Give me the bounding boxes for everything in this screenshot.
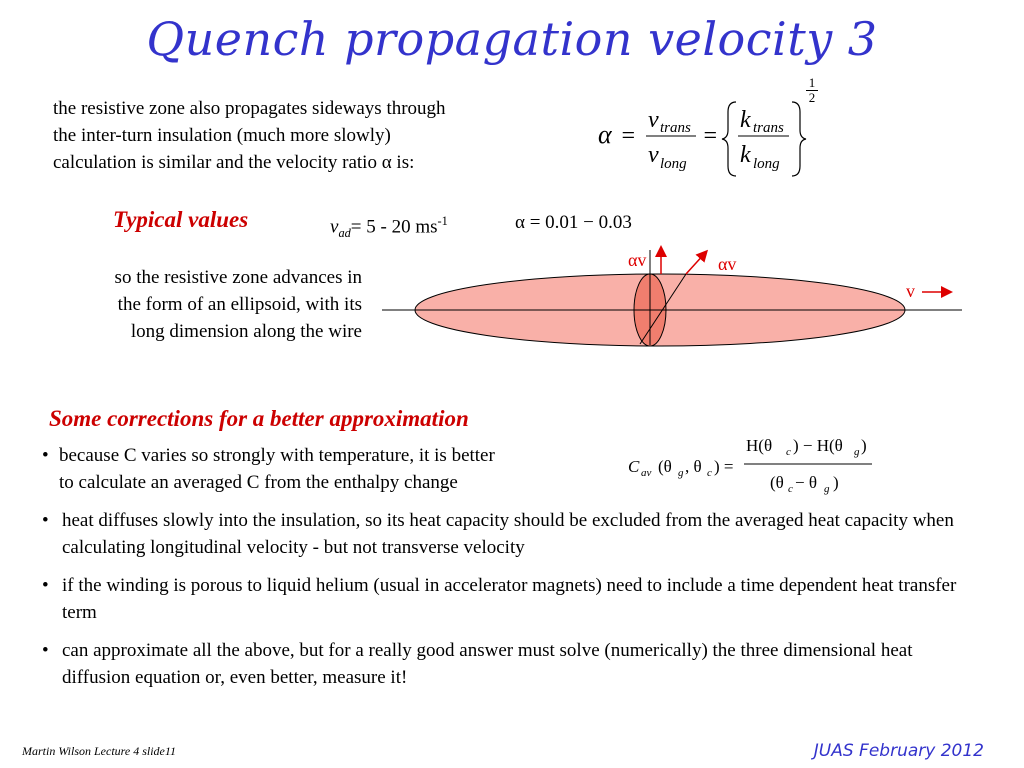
left-brace-icon xyxy=(722,102,736,176)
bullet-dot-icon: • xyxy=(42,640,49,661)
transverse-velocity-label: αv xyxy=(628,250,647,270)
k-symbol: k xyxy=(740,107,751,133)
equals-sign: = xyxy=(620,123,637,149)
longitudinal-velocity-label: v xyxy=(906,281,915,301)
alpha-symbol: α xyxy=(598,120,612,149)
vad-subscript: ad xyxy=(338,226,351,241)
exponent-half xyxy=(806,76,818,105)
k-symbol: k xyxy=(740,142,751,168)
ellipsoid-diagram xyxy=(370,240,970,360)
num-end: ) xyxy=(861,436,867,455)
footer-event: JUAS February 2012 xyxy=(813,741,984,761)
slide-title: Quench propagation velocity 3 xyxy=(146,12,878,66)
alpha-equation xyxy=(596,94,836,184)
bullet-text: heat diffuses slowly into the insulation, so its heat capacity should be excluded from the averaged heat capacity when calculating longitudinal velocity - but not transverse velocity xyxy=(62,510,954,558)
bullet-item xyxy=(42,442,602,496)
corrections-heading: Some corrections for a better approximation xyxy=(49,406,469,431)
bullet-dot-icon: • xyxy=(42,575,49,596)
bullet-text: if the winding is porous to liquid helium (usual in accelerator magnets) need to include a time dependent heat transfer term xyxy=(62,575,957,623)
vad-value xyxy=(330,214,448,241)
v-symbol: v xyxy=(648,107,659,133)
bullet-text: can approximate all the above, but for a really good answer must solve (numerically) the three dimensional heat diffusion equation or, even better, measure it! xyxy=(62,640,913,688)
num-open: H(θ xyxy=(746,436,773,455)
den-open: (θ xyxy=(770,473,784,492)
right-brace-icon xyxy=(792,102,806,176)
g-subscript: g xyxy=(854,446,860,458)
bullet-dot-icon: • xyxy=(42,510,49,531)
caption-line: the form of an ellipsoid, with its xyxy=(117,294,362,315)
g-subscript: g xyxy=(824,483,830,495)
args-comma: , θ xyxy=(685,457,702,476)
intro-line: the resistive zone also propagates sideways through xyxy=(53,98,446,119)
bullet-item xyxy=(42,637,982,691)
bullet-dot-icon: • xyxy=(42,445,49,466)
corrections-list xyxy=(42,507,982,702)
g-subscript: g xyxy=(678,467,684,479)
args-close: ) = xyxy=(714,457,734,476)
num-mid: ) − H(θ xyxy=(793,436,843,455)
alpha-range: α = 0.01 − 0.03 xyxy=(515,212,632,233)
long-subscript: long xyxy=(660,156,687,172)
intro-text xyxy=(53,95,533,176)
c-subscript: c xyxy=(707,467,712,479)
exponent-numerator: 1 xyxy=(806,76,818,91)
intro-line: the inter-turn insulation (much more slowly) xyxy=(53,125,391,146)
bullet-line: because C varies so strongly with temperature, it is better xyxy=(59,445,495,466)
arrow-diagonal-icon xyxy=(686,252,706,274)
av-subscript: av xyxy=(641,467,652,479)
trans-subscript: trans xyxy=(753,120,784,136)
vad-symbol: v xyxy=(330,216,339,238)
ellipsoid-caption xyxy=(40,264,362,345)
footer-author: Martin Wilson Lecture 4 slide11 xyxy=(22,744,176,758)
exponent-denominator: 2 xyxy=(808,90,816,105)
alpha-equation-graphic xyxy=(596,94,836,184)
long-subscript: long xyxy=(753,156,780,172)
vad-exponent: -1 xyxy=(437,214,448,228)
bullet-item xyxy=(42,507,982,561)
den-end: ) xyxy=(833,473,839,492)
enthalpy-equation xyxy=(626,432,886,502)
bullet-item xyxy=(42,572,982,626)
trans-subscript: trans xyxy=(660,120,691,136)
intro-line: calculation is similar and the velocity ratio α is: xyxy=(53,152,415,173)
bullet-line: to calculate an averaged C from the enthalpy change xyxy=(59,472,458,493)
v-symbol: v xyxy=(648,142,659,168)
C-symbol: C xyxy=(628,457,640,476)
c-subscript: c xyxy=(788,483,793,495)
caption-line: long dimension along the wire xyxy=(130,321,362,342)
vad-range: = 5 - 20 ms xyxy=(350,216,438,238)
caption-line: so the resistive zone advances in xyxy=(114,267,362,288)
c-subscript: c xyxy=(786,446,791,458)
args-open: (θ xyxy=(658,457,672,476)
typical-values-heading: Typical values xyxy=(113,207,249,232)
diagonal-velocity-label: αv xyxy=(718,254,737,274)
equals-sign: = xyxy=(702,123,719,149)
den-mid: − θ xyxy=(795,473,817,492)
